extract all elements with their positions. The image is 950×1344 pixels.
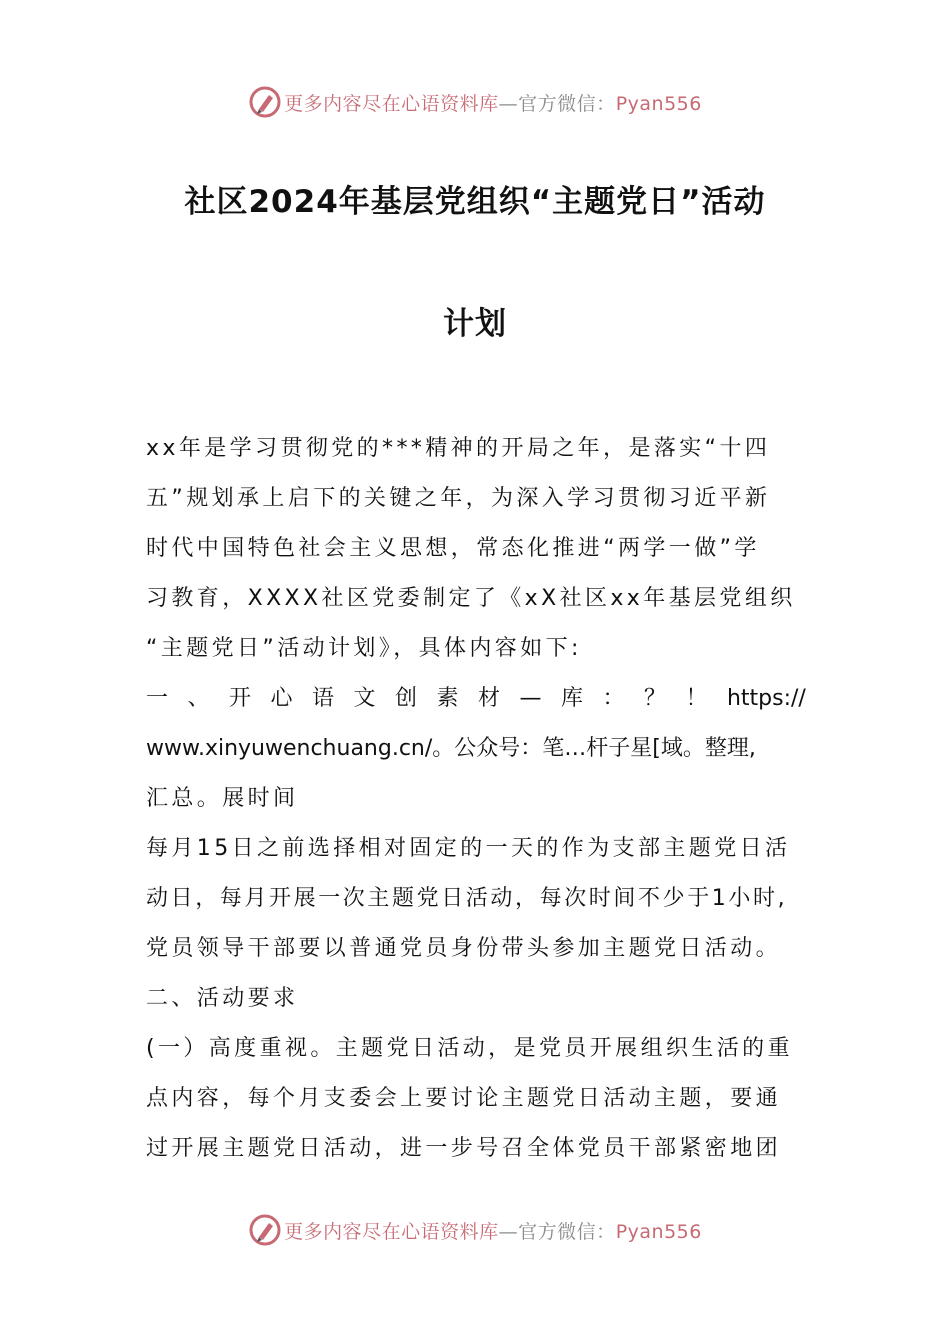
spaced-char: ： — [602, 686, 625, 711]
spaced-char: 库 — [560, 686, 583, 711]
spaced-char: 文 — [353, 686, 376, 711]
watermark-wechat-id: Pyan556 — [615, 1220, 702, 1243]
spaced-char: 、 — [187, 686, 210, 711]
paragraph-line: “主题党日”活动计划》，具体内容如下: — [146, 636, 582, 661]
spaced-char: — — [519, 686, 542, 711]
section-line: 过开展主题党日活动，进一步号召全体党员干部紧密地团 — [146, 1136, 782, 1161]
spaced-char: 一 — [146, 686, 169, 711]
spaced-char: ！ — [685, 686, 708, 711]
spaced-char: ？ — [643, 686, 666, 711]
section-line: 党员领导干部要以普通党员身份带头参加主题党日活动。 — [146, 936, 782, 961]
watermark-dash: — — [498, 1220, 519, 1243]
pen-nib-icon — [248, 85, 282, 119]
document-body — [146, 424, 806, 1174]
section-line: 动日，每月开展一次主题党日活动，每次时间不少于1小时, — [146, 886, 788, 911]
paragraph-line: 习教育，XXXX社区党委制定了《xX社区xx年基层党组织 — [146, 586, 796, 611]
watermark-dash: — — [498, 92, 519, 115]
paragraph-line: xx年是学习贯彻党的***精神的开局之年，是落实“十四 — [146, 436, 771, 461]
section-heading-spaced — [146, 674, 806, 724]
paragraph-line: 五”规划承上启下的关键之年，为深入学习贯彻习近平新 — [146, 486, 771, 511]
section-line: (一）高度重视。主题党日活动，是党员开展组织生活的重 — [146, 1036, 793, 1061]
section-heading: 二、活动要求 — [146, 986, 299, 1011]
watermark-banner-bottom — [0, 1210, 950, 1250]
watermark-site-text: 更多内容尽在心语资料库 — [284, 1220, 499, 1243]
section-line: 汇总。展时间 — [146, 786, 299, 811]
watermark-site-text: 更多内容尽在心语资料库 — [284, 92, 499, 115]
watermark-wechat-id: Pyan556 — [615, 92, 702, 115]
paragraph-line: 时代中国特色社会主义思想，常态化推进“两学一做”学 — [146, 536, 760, 561]
spaced-char: 素 — [436, 686, 459, 711]
section-line: 点内容，每个月支委会上要讨论主题党日活动主题，要通 — [146, 1086, 782, 1111]
section-line: 每月15日之前选择相对固定的一天的作为支部主题党日活 — [146, 836, 791, 861]
watermark-wechat-label: 官方微信： — [518, 1220, 616, 1243]
spaced-char: 开 — [229, 686, 252, 711]
document-title-line-1: 社区2024年基层党组织“主题党日”活动 — [184, 184, 766, 220]
spaced-char: 创 — [395, 686, 418, 711]
pen-nib-icon — [248, 1213, 282, 1247]
spaced-char: 心 — [270, 686, 293, 711]
spaced-char: 材 — [478, 686, 501, 711]
watermark-wechat-label: 官方微信： — [518, 92, 616, 115]
section-line: www.xinyuwenchuang.cn/。公众号：笔…杆子星[域。整理, — [146, 736, 756, 761]
spaced-char: https:// — [726, 686, 806, 711]
spaced-char: 语 — [312, 686, 335, 711]
watermark-banner-top — [0, 82, 950, 122]
document-title-line-2: 计划 — [443, 306, 507, 342]
